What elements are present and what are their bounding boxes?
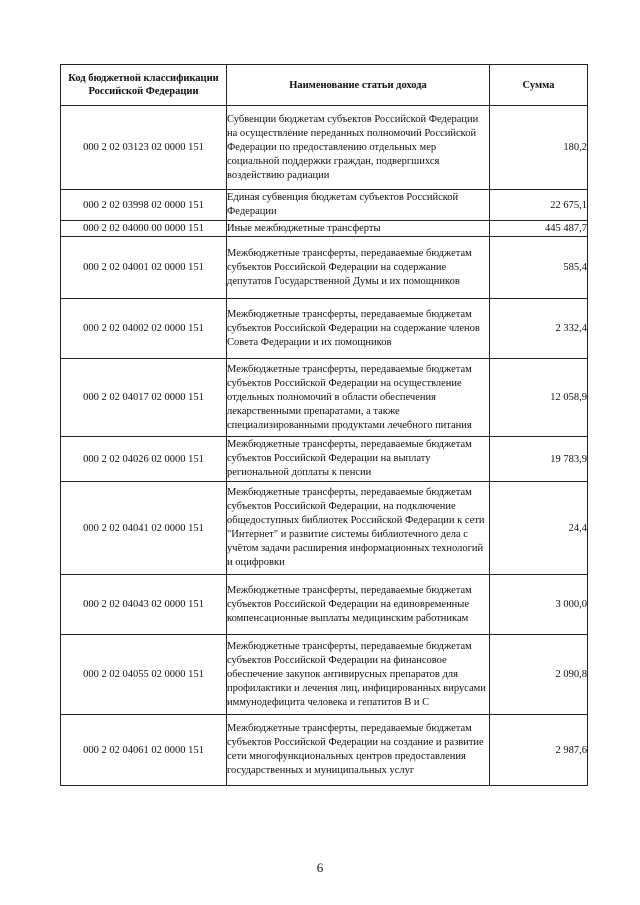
table-row <box>61 575 588 635</box>
table-row <box>61 715 588 786</box>
table-row <box>61 437 588 482</box>
row-code: 000 2 02 04001 02 0000 151 <box>61 237 227 299</box>
row-sum: 12 058,9 <box>490 359 588 437</box>
row-sum: 2 090,8 <box>490 635 588 715</box>
row-code: 000 2 02 04055 02 0000 151 <box>61 635 227 715</box>
row-sum: 19 783,9 <box>490 437 588 482</box>
table-row <box>61 190 588 221</box>
table-row <box>61 482 588 575</box>
page-number: 6 <box>316 860 324 875</box>
header-code: Код бюджетной классификации Российской Федерации <box>61 65 227 106</box>
row-code: 000 2 02 04026 02 0000 151 <box>61 437 227 482</box>
table-row <box>61 106 588 190</box>
row-code: 000 2 02 04041 02 0000 151 <box>61 482 227 575</box>
header-name: Наименование статьи дохода <box>227 65 490 106</box>
table-row <box>61 299 588 359</box>
row-sum: 22 675,1 <box>490 190 588 221</box>
row-code: 000 2 02 04017 02 0000 151 <box>61 359 227 437</box>
row-code: 000 2 02 03998 02 0000 151 <box>61 190 227 221</box>
row-name: Единая субвенция бюджетам субъектов Российской Федерации <box>227 190 490 221</box>
row-name: Межбюджетные трансферты, передаваемые бюджетам субъектов Российской Федерации на содержание депутатов Государственной Думы и их помощников <box>227 237 490 299</box>
row-sum: 2 332,4 <box>490 299 588 359</box>
row-code: 000 2 02 04000 00 0000 151 <box>61 221 227 237</box>
table-row <box>61 635 588 715</box>
table-row <box>61 221 588 237</box>
row-name: Субвенции бюджетам субъектов Российской Федерации на осуществление переданных полномочий Российской Федерации по предоставлению отдельных мер социальной поддержки граждан, подвергшихся воздействию радиации <box>227 106 490 190</box>
budget-table <box>60 64 588 786</box>
row-code: 000 2 02 03123 02 0000 151 <box>61 106 227 190</box>
row-code: 000 2 02 04043 02 0000 151 <box>61 575 227 635</box>
row-name: Иные межбюджетные трансферты <box>227 221 490 237</box>
row-name: Межбюджетные трансферты, передаваемые бюджетам субъектов Российской Федерации на выплату региональной доплаты к пенсии <box>227 437 490 482</box>
row-sum: 585,4 <box>490 237 588 299</box>
row-name: Межбюджетные трансферты, передаваемые бюджетам субъектов Российской Федерации, на подключение общедоступных библиотек Российской Федерации к сети "Интернет" и развитие системы библиотечного дела с учётом задачи расширения информационных технологий и оцифровки <box>227 482 490 575</box>
row-name: Межбюджетные трансферты, передаваемые бюджетам субъектов Российской Федерации на содержание членов Совета Федерации и их помощников <box>227 299 490 359</box>
row-sum: 180,2 <box>490 106 588 190</box>
row-code: 000 2 02 04061 02 0000 151 <box>61 715 227 786</box>
row-name: Межбюджетные трансферты, передаваемые бюджетам субъектов Российской Федерации на единовременные компенсационные выплаты медицинским работникам <box>227 575 490 635</box>
table-row <box>61 359 588 437</box>
row-sum: 24,4 <box>490 482 588 575</box>
header-sum: Сумма <box>490 65 588 106</box>
table-row <box>61 237 588 299</box>
row-name: Межбюджетные трансферты, передаваемые бюджетам субъектов Российской Федерации на осуществление отдельных полномочий в области обеспечения лекарственными препаратами, а также специализированными продуктами лечебного питания <box>227 359 490 437</box>
row-name: Межбюджетные трансферты, передаваемые бюджетам субъектов Российской Федерации на финансовое обеспечение закупок антивирусных препаратов для профилактики и лечения лиц, инфицированных вирусами иммунодефицита человека и гепатитов В и С <box>227 635 490 715</box>
row-sum: 445 487,7 <box>490 221 588 237</box>
table-header-row <box>61 65 588 106</box>
row-sum: 3 000,0 <box>490 575 588 635</box>
row-name: Межбюджетные трансферты, передаваемые бюджетам субъектов Российской Федерации на создание и развитие сети многофункциональных центров предоставления государственных и муниципальных услуг <box>227 715 490 786</box>
row-code: 000 2 02 04002 02 0000 151 <box>61 299 227 359</box>
row-sum: 2 987,6 <box>490 715 588 786</box>
